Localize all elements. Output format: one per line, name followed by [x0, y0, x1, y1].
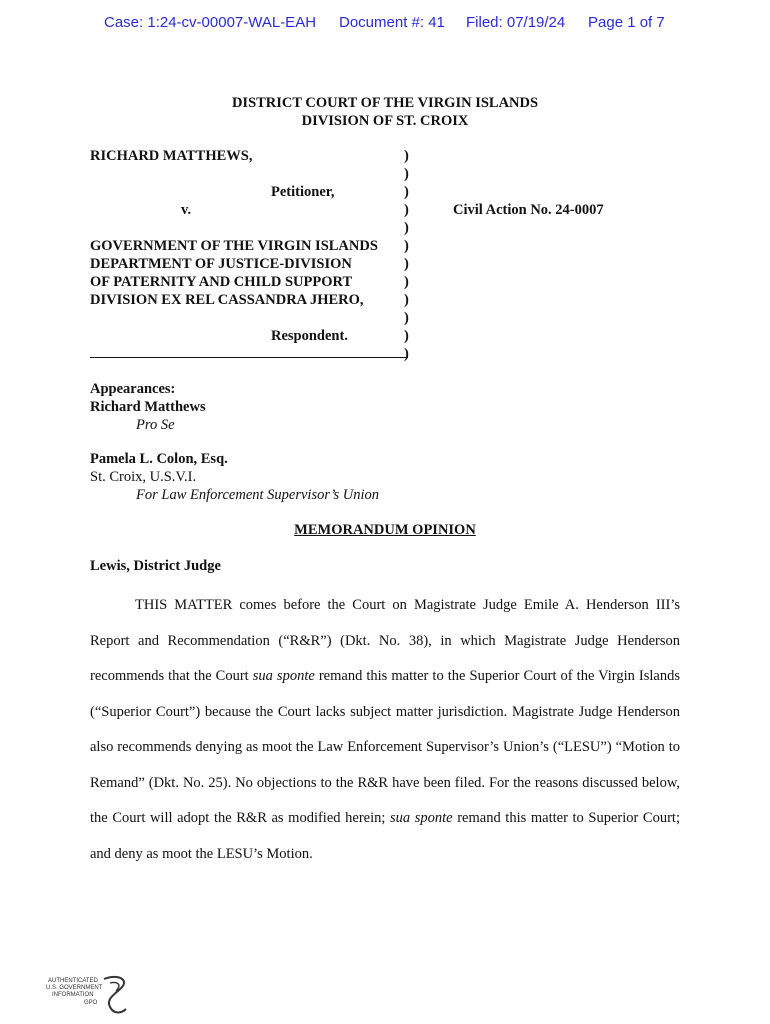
paren: )	[404, 310, 409, 326]
page-number: Page 1 of 7	[588, 14, 665, 31]
logo-text: INFORMATION	[52, 992, 94, 998]
respondent-line: GOVERNMENT OF THE VIRGIN ISLANDS	[90, 238, 378, 254]
court-name: DISTRICT COURT OF THE VIRGIN ISLANDS	[231, 95, 539, 111]
appearances-heading: Appearances:	[90, 381, 176, 397]
party-name: Richard Matthews	[90, 399, 206, 415]
paren: )	[404, 220, 409, 236]
eagle-wing-icon	[110, 982, 119, 991]
attorney-role: For Law Enforcement Supervisor’s Union	[136, 487, 380, 503]
paragraph-text: remand this matter to the Superior Court of the Virgin Islands (“Superior Court”) because the Court lacks subject matter jurisdiction. Magistrate Judge Henderson also recommends denying as moot the Law Enforcement Supervisor’s Union’s (“LESU”) “Motion to Remand” (Dkt. No. 25). No objections to the R&R have been filed. For the reasons discussed below, the Court will adopt the R&R as modified herein;	[90, 668, 681, 826]
ecf-header	[0, 14, 770, 34]
paren: )	[404, 256, 409, 272]
civil-action-number: Civil Action No. 24-0007	[453, 202, 604, 218]
opinion-title: MEMORANDUM OPINION	[294, 522, 476, 538]
party-role: Pro Se	[136, 417, 175, 433]
paragraph-text: remand this matter to Superior Court; and deny as moot the LESU’s Motion.	[90, 810, 680, 862]
respondent-label: Respondent.	[271, 328, 348, 344]
paren: )	[404, 292, 409, 308]
paren: )	[404, 184, 409, 200]
respondent-line: DEPARTMENT OF JUSTICE-DIVISION	[90, 256, 352, 272]
caption-parens	[404, 147, 409, 363]
paragraph-text: THIS MATTER comes before the Court on Magistrate Judge Emile A. Henderson III’s Report and Recommendation (“R&R”) (Dkt. No. 38), in which Magistrate Judge Henderson recommends that the Court	[90, 597, 680, 684]
opinion-paragraph	[90, 588, 680, 872]
judge-line: Lewis, District Judge	[90, 558, 221, 574]
gpo-authenticated-logo	[44, 973, 134, 1018]
paren: )	[404, 346, 409, 362]
paragraph-emphasis: sua sponte	[252, 668, 315, 684]
paren: )	[404, 166, 409, 182]
attorney-location: St. Croix, U.S.V.I.	[90, 469, 197, 485]
logo-text: GPO	[84, 1000, 98, 1006]
versus: v.	[181, 202, 192, 218]
case-number: Case: 1:24-cv-00007-WAL-EAH	[104, 14, 317, 31]
respondent-line: OF PATERNITY AND CHILD SUPPORT	[90, 274, 353, 290]
court-division: DIVISION OF ST. CROIX	[301, 113, 469, 129]
paren: )	[404, 202, 409, 218]
paren: )	[404, 238, 409, 254]
paren: )	[404, 328, 409, 344]
logo-text: U.S. GOVERNMENT	[46, 985, 103, 991]
paren: )	[404, 274, 409, 290]
document-number: Document #: 41	[339, 14, 445, 31]
petitioner-label: Petitioner,	[271, 184, 335, 200]
logo-text: AUTHENTICATED	[48, 978, 98, 984]
caption-rule	[90, 357, 408, 358]
filed-date: Filed: 07/19/24	[466, 14, 566, 31]
respondent-line: DIVISION EX REL CASSANDRA JHERO,	[90, 292, 364, 308]
paragraph-emphasis: sua sponte	[390, 810, 453, 826]
attorney-name: Pamela L. Colon, Esq.	[90, 451, 228, 467]
petitioner-name: RICHARD MATTHEWS,	[90, 148, 253, 164]
paren: )	[404, 148, 409, 164]
